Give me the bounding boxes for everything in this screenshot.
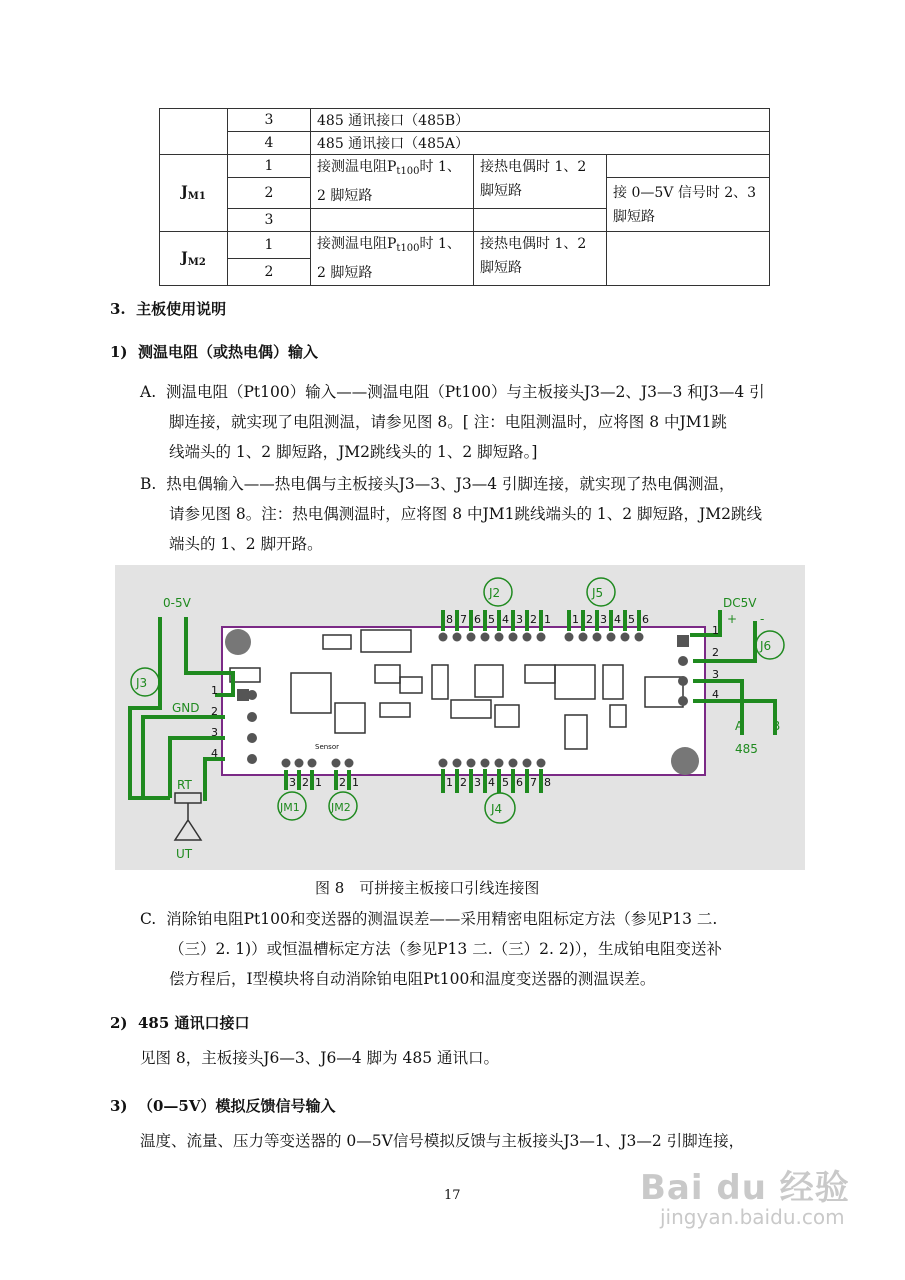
label-plus: + — [727, 612, 738, 626]
svg-text:4: 4 — [614, 613, 621, 626]
svg-text:1: 1 — [572, 613, 579, 626]
svg-text:3: 3 — [211, 726, 218, 739]
svg-text:4: 4 — [211, 747, 218, 760]
label-a: A — [735, 719, 744, 733]
table-cell — [474, 209, 607, 232]
section-heading: 3) （0—5V）模拟反馈信号输入 — [110, 1097, 336, 1115]
svg-text:6: 6 — [516, 776, 523, 789]
paragraph: 温度、流量、压力等变送器的 0—5V信号模拟反馈与主板接头J3—1、J3—2 引脚连接， — [140, 1132, 745, 1150]
section-heading: 1) 测温电阻（或热电偶）输入 — [110, 343, 319, 361]
paragraph-a: A. 测温电阻（Pt100）输入——测温电阻（Pt100）与主板接头J3—2、J3—3 和J3—4 引 脚连接，就实现了电阻测温，请参见图 8。[ 注：电阻测温时，应将图 8 中JM1跳 线端头的 1、2 脚短路，JM2跳线头的 1、2 脚短路。] — [140, 383, 765, 461]
label-gnd: GND — [172, 701, 200, 715]
svg-text:2: 2 — [712, 646, 719, 659]
svg-text:5: 5 — [502, 776, 509, 789]
svg-text:7: 7 — [530, 776, 537, 789]
svg-text:8: 8 — [446, 613, 453, 626]
table-cell: 接测温电阻$P_{t100}$时 1、 2 脚短路 — [311, 232, 474, 286]
table-cell: 接热电偶时 1、2 脚短路 — [474, 232, 607, 286]
mount-hole — [671, 747, 699, 775]
table-cell: 485 通讯接口（485B） — [311, 109, 770, 132]
label-j3: J3 — [136, 676, 148, 690]
paragraph-b: B. 热电偶输入——热电偶与主板接头J3—3、J3—4 引脚连接，就实现了热电偶测温， 请参见图 8。注：热电偶测温时，应将图 8 中JM1跳线端头的 1、2 脚短路，JM2跳线 端头的 1、2 脚开路。 — [140, 475, 762, 553]
svg-text:1: 1 — [712, 624, 719, 637]
label-jm1: JM1 — [280, 801, 300, 814]
label-j4: J4 — [491, 802, 503, 816]
section-heading: 2) 485 通讯口接口 — [110, 1014, 250, 1032]
svg-text:7: 7 — [460, 613, 467, 626]
label-ut: UT — [176, 847, 193, 861]
table-row — [160, 109, 770, 132]
table-cell — [311, 209, 474, 232]
svg-text:5: 5 — [488, 613, 495, 626]
table-row — [160, 232, 770, 259]
section-heading: 3. 主板使用说明 — [110, 300, 227, 318]
label-j6: J6 — [760, 639, 772, 653]
table-cell: 接 0—5V 信号时 2、3 脚短路 — [607, 178, 770, 232]
svg-text:1: 1 — [352, 776, 359, 789]
table-row — [160, 132, 770, 155]
pin-table — [159, 108, 770, 286]
svg-text:3: 3 — [712, 668, 719, 681]
paragraph-c: C. 消除铂电阻Pt100和变送器的测温误差——采用精密电阻标定方法（参见P13 二. （三）2. 1)）或恒温槽标定方法（参见P13 二.（三）2. 2)），生成铂电阻变送补 偿方程后，I型模块将自动消除铂电阻Pt100和温度变送器的测温误差。 — [140, 910, 723, 988]
table-cell: 1 — [228, 232, 311, 259]
svg-text:1: 1 — [544, 613, 551, 626]
watermark-url: jingyan.baidu.com — [660, 1205, 845, 1229]
svg-text:4: 4 — [712, 688, 719, 701]
svg-text:3: 3 — [516, 613, 523, 626]
board-outline — [222, 627, 705, 775]
table-cell — [607, 232, 770, 286]
svg-text:4: 4 — [488, 776, 495, 789]
table-cell: 2 — [228, 178, 311, 209]
svg-text:2: 2 — [339, 776, 346, 789]
svg-text:2: 2 — [211, 705, 218, 718]
label-rt: RT — [177, 778, 192, 792]
table-cell — [160, 109, 228, 155]
svg-text:Sensor: Sensor — [315, 743, 339, 751]
table-cell — [607, 155, 770, 178]
table-cell: 2 — [228, 259, 311, 286]
table-cell: 接热电偶时 1、2 脚短路 — [474, 155, 607, 209]
label-j5: J5 — [592, 586, 604, 600]
table-cell: 3 — [228, 109, 311, 132]
label-dc5v: DC5V — [723, 596, 757, 610]
table-cell: 1 — [228, 155, 311, 178]
page-number: 17 — [444, 1188, 461, 1203]
svg-text:5: 5 — [628, 613, 635, 626]
svg-text:2: 2 — [530, 613, 537, 626]
label-minus: - — [760, 612, 765, 626]
svg-text:1: 1 — [446, 776, 453, 789]
svg-text:4: 4 — [502, 613, 509, 626]
svg-text:2: 2 — [302, 776, 309, 789]
label-b: B — [772, 719, 781, 733]
svg-text:6: 6 — [474, 613, 481, 626]
svg-text:6: 6 — [642, 613, 649, 626]
svg-text:2: 2 — [586, 613, 593, 626]
watermark-logo: Bai du 经验 — [640, 1168, 850, 1208]
label-0-5v: 0-5V — [163, 596, 191, 610]
figure-caption: 图 8 可拼接主板接口引线连接图 — [315, 879, 540, 897]
label-jm2: JM2 — [331, 801, 351, 814]
table-cell: 接测温电阻$P_{t100}$时 1、 2 脚短路 — [311, 155, 474, 209]
paragraph: 见图 8，主板接头J6—3、J6—4 脚为 485 通讯口。 — [140, 1049, 500, 1067]
svg-text:1: 1 — [211, 684, 218, 697]
mount-hole — [225, 629, 251, 655]
table-cell: 3 — [228, 209, 311, 232]
svg-text:2: 2 — [460, 776, 467, 789]
svg-text:3: 3 — [474, 776, 481, 789]
svg-text:8: 8 — [544, 776, 551, 789]
pcb-diagram — [115, 565, 805, 870]
jm2-label: $J_{M2}$ — [160, 232, 228, 286]
svg-text:1: 1 — [315, 776, 322, 789]
label-j2: J2 — [489, 586, 501, 600]
table-row — [160, 155, 770, 178]
table-cell: 485 通讯接口（485A） — [311, 132, 770, 155]
table-cell: 4 — [228, 132, 311, 155]
svg-text:3: 3 — [600, 613, 607, 626]
jm1-label: $J_{M1}$ — [160, 155, 228, 232]
svg-text:3: 3 — [289, 776, 296, 789]
label-485: 485 — [735, 742, 758, 756]
